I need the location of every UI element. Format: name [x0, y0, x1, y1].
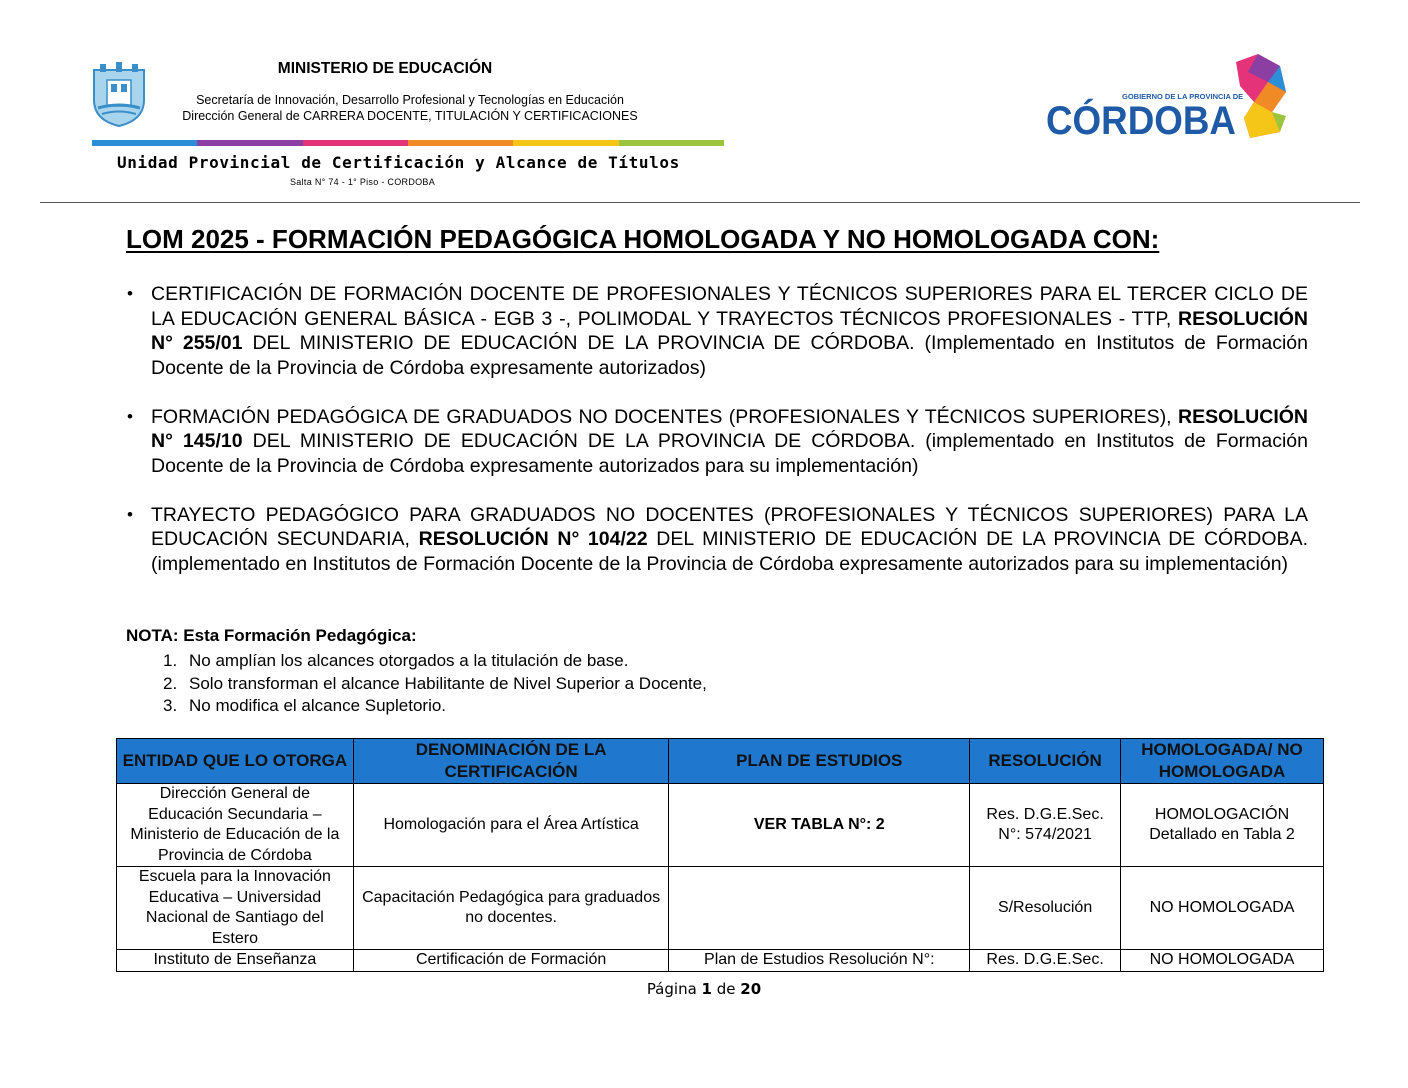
ministry-name: MINISTERIO DE EDUCACIÓN [277, 60, 493, 77]
note-text: Solo transforman el alcance Habilitante de Nivel Superior a Docente, [189, 673, 707, 693]
column-header-resolucion: RESOLUCIÓN [970, 739, 1121, 784]
table-row [117, 867, 1324, 950]
table-row [117, 950, 1324, 972]
bullet-text: DEL MINISTERIO DE EDUCACIÓN DE LA PROVINCIA DE CÓRDOBA. (Implementado en Institutos de Formación Docente de la Provincia de Córdoba expresamente autorizados) [151, 332, 1308, 379]
note-list [163, 650, 707, 718]
direccion-line: Dirección General de CARRERA DOCENTE, TITULACIÓN Y CERTIFICACIONES [182, 109, 638, 123]
cell-entidad: Instituto de Enseñanza [117, 950, 354, 972]
note-heading: NOTA: Esta Formación Pedagógica: [126, 626, 417, 645]
note-item [163, 695, 707, 718]
color-stripe [92, 140, 724, 146]
header-subtitle [150, 92, 670, 124]
cell-homologada: NO HOMOLOGADA [1121, 950, 1324, 972]
cell-denominacion: Homologación para el Área Artística [353, 784, 669, 867]
coat-of-arms-logo [90, 62, 148, 128]
bullet-item [126, 503, 1308, 577]
cell-plan: VER TABLA N°: 2 [669, 784, 970, 867]
bullet-item [126, 282, 1308, 380]
logo-big-text: CÓRDOBA [1046, 99, 1253, 143]
stripe-segment [408, 140, 513, 146]
cell-plan [669, 867, 970, 950]
bullet-item [126, 405, 1308, 479]
cordoba-government-logo [1040, 52, 1296, 144]
column-header-plan: PLAN DE ESTUDIOS [669, 739, 970, 784]
note-number: 1. [163, 651, 178, 670]
table-header-row [117, 739, 1324, 784]
column-header-entidad: ENTIDAD QUE LO OTORGA [117, 739, 354, 784]
bullet-text: DEL MINISTERIO DE EDUCACIÓN DE LA PROVINCIA DE CÓRDOBA. (implementado en Institutos de Formación Docente de la Provincia de Córdoba expresamente autorizados para su implementación) [151, 430, 1308, 477]
page-number: 1 [701, 980, 712, 998]
cell-entidad: Dirección General de Educación Secundaria – Ministerio de Educación de la Provincia de Córdoba [117, 784, 354, 867]
cell-homologada: HOMOLOGACIÓN Detallado en Tabla 2 [1121, 784, 1324, 867]
stripe-segment [197, 140, 302, 146]
certifications-table [116, 738, 1324, 972]
logo-small-text: GOBIERNO DE LA PROVINCIA DE [1122, 92, 1244, 101]
bullet-list [126, 282, 1308, 601]
bullet-text: FORMACIÓN PEDAGÓGICA DE GRADUADOS NO DOCENTES (PROFESIONALES Y TÉCNICOS SUPERIORES), [151, 405, 1178, 428]
table-row [117, 784, 1324, 867]
cell-resolucion: S/Resolución [970, 867, 1121, 950]
note-text: No modifica el alcance Supletorio. [189, 696, 447, 715]
cell-homologada: NO HOMOLOGADA [1121, 867, 1324, 950]
resolution-ref: RESOLUCIÓN N° 255/01 [151, 307, 1308, 354]
page-footer [0, 980, 1408, 998]
note-number: 3. [163, 696, 178, 715]
stripe-segment [303, 140, 408, 146]
bullet-text: TRAYECTO PEDAGÓGICO PARA GRADUADOS NO DOCENTES (PROFESIONALES Y TÉCNICOS SUPERIORES) PARA LA EDUCACIÓN SECUNDARIA, [151, 503, 1308, 550]
note-item [163, 650, 707, 673]
resolution-ref: RESOLUCIÓN N° 104/22 [418, 528, 648, 550]
cell-resolucion: Res. D.G.E.Sec. [970, 950, 1121, 972]
stripe-segment [92, 140, 197, 146]
resolution-ref: RESOLUCIÓN N° 145/10 [151, 405, 1308, 452]
header-divider [40, 202, 1360, 203]
cell-plan: Plan de Estudios Resolución N°: [669, 950, 970, 972]
page-title: LOM 2025 - FORMACIÓN PEDAGÓGICA HOMOLOGADA Y NO HOMOLOGADA CON: [126, 224, 1160, 254]
column-header-homologada: HOMOLOGADA/ NO HOMOLOGADA [1121, 739, 1324, 784]
secretaria-line: Secretaría de Innovación, Desarrollo Profesional y Tecnologías en Educación [196, 93, 624, 107]
note-item [163, 673, 707, 696]
cell-denominacion: Certificación de Formación [353, 950, 669, 972]
cell-entidad: Escuela para la Innovación Educativa – Universidad Nacional de Santiago del Estero [117, 867, 354, 950]
footer-label: Página [646, 980, 697, 998]
note-text: No amplían los alcances otorgados a la titulación de base. [189, 651, 629, 670]
bullet-text: DEL MINISTERIO DE EDUCACIÓN DE LA PROVINCIA DE CÓRDOBA. (implementado en Institutos de Formación Docente de la Provincia de Córdoba expresamente autorizados para su implementación) [151, 528, 1308, 575]
footer-of: de [716, 980, 736, 998]
column-header-denominacion: DENOMINACIÓN DE LA CERTIFICACIÓN [353, 739, 669, 784]
address: Salta N° 74 - 1° Piso - CORDOBA [290, 177, 436, 187]
cell-denominacion: Capacitación Pedagógica para graduados no docentes. [353, 867, 669, 950]
bullet-text: CERTIFICACIÓN DE FORMACIÓN DOCENTE DE PROFESIONALES Y TÉCNICOS SUPERIORES PARA EL TERCER CICLO DE LA EDUCACIÓN GENERAL BÁSICA - EGB 3 -, POLIMODAL Y TRAYECTOS TÉCNICOS PROFESIONALES - TTP, [151, 283, 1308, 330]
cell-resolucion: Res. D.G.E.Sec. N°: 574/2021 [970, 784, 1121, 867]
unit-name: Unidad Provincial de Certificación y Alcance de Títulos [117, 153, 680, 172]
stripe-segment [513, 140, 618, 146]
note-number: 2. [163, 673, 178, 693]
page-total: 20 [740, 980, 762, 998]
stripe-segment [619, 140, 724, 146]
